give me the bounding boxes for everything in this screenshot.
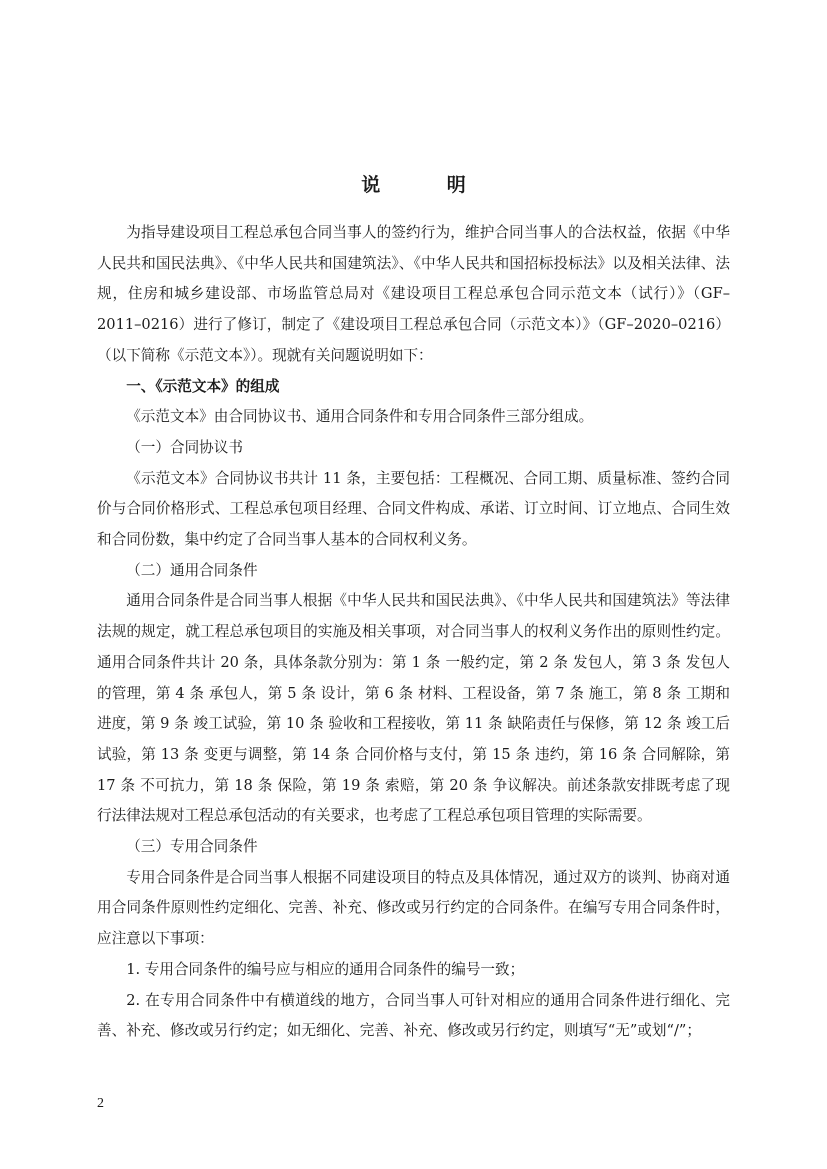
subsection-heading: （一）合同协议书 bbox=[126, 438, 243, 456]
subsection-heading: （三）专用合同条件 bbox=[126, 838, 258, 856]
section-heading: 一、《示范文本》的组成 bbox=[126, 377, 280, 395]
agreement-paragraph: 《示范文本》合同协议书共计 11 条，主要包括：工程概况、合同工期、质量标准、签约合同价与合同价格形式、工程总承包项目经理、合同文件构成、承诺、订立时间、订立地点、合同生效和合同份数，集中约定了合同当事人基本的合同权利义务。 bbox=[97, 469, 730, 549]
body-text bbox=[97, 218, 730, 1047]
list-item: 1. 专用合同条件的编号应与相应的通用合同条件的编号一致； bbox=[126, 960, 525, 978]
intro-paragraph: 为指导建设项目工程总承包合同当事人的签约行为，维护合同当事人的合法权益，依据《中华人民共和国民法典》、《中华人民共和国建筑法》、《中华人民共和国招标投标法》以及相关法律、法规，住房和城乡建设部、市场监管总局对《建设项目工程总承包合同示范文本（试行）》（GF–2011–0216）进行了修订，制定了《建设项目工程总承包合同（示范文本）》（GF–2020–0216）（以下简称《示范文本》）。现就有关问题说明如下： bbox=[97, 224, 730, 364]
general-conditions-paragraph: 通用合同条件是合同当事人根据《中华人民共和国民法典》、《中华人民共和国建筑法》等法律法规的规定，就工程总承包项目的实施及相关事项，对合同当事人的权利义务作出的原则性约定。通用合同条件共计 20 条，具体条款分别为：第 1 条 一般约定，第 2 条 发包人，第 3 条 发包人的管理，第 4 条 承包人，第 5 条 设计，第 6 条 材料、工程设备，第 7 条 施工，第 8 条 工期和进度，第 9 条 竣工试验，第 10 条 验收和工程接收，第 11 条 缺陷责任与保修，第 12 条 竣工后试验，第 13 条 变更与调整，第 14 条 合同价格与支付，第 15 条 违约，第 16 条 合同解除，第 17 条 不可抗力，第 18 条 保险，第 19 条 索赔，第 20 条 争议解决。前述条款安排既考虑了现行法律法规对工程总承包活动的有关要求，也考虑了工程总承包项目管理的实际需要。 bbox=[97, 592, 730, 825]
list-item: 2. 在专用合同条件中有横道线的地方，合同当事人可针对相应的通用合同条件进行细化、完善、补充、修改或另行约定；如无细化、完善、补充、修改或另行约定，则填写“无”或划“/”； bbox=[97, 991, 730, 1040]
composition-paragraph: 《示范文本》由合同协议书、通用合同条件和专用合同条件三部分组成。 bbox=[126, 408, 594, 426]
subsection-heading: （二）通用合同条件 bbox=[126, 561, 258, 579]
page-title: 说 明 bbox=[361, 174, 490, 196]
special-conditions-paragraph: 专用合同条件是合同当事人根据不同建设项目的特点及具体情况，通过双方的谈判、协商对通用合同条件原则性约定细化、完善、补充、修改或另行约定的合同条件。在编写专用合同条件时，应注意以下事项： bbox=[97, 868, 730, 948]
page-number: 2 bbox=[97, 1096, 104, 1111]
